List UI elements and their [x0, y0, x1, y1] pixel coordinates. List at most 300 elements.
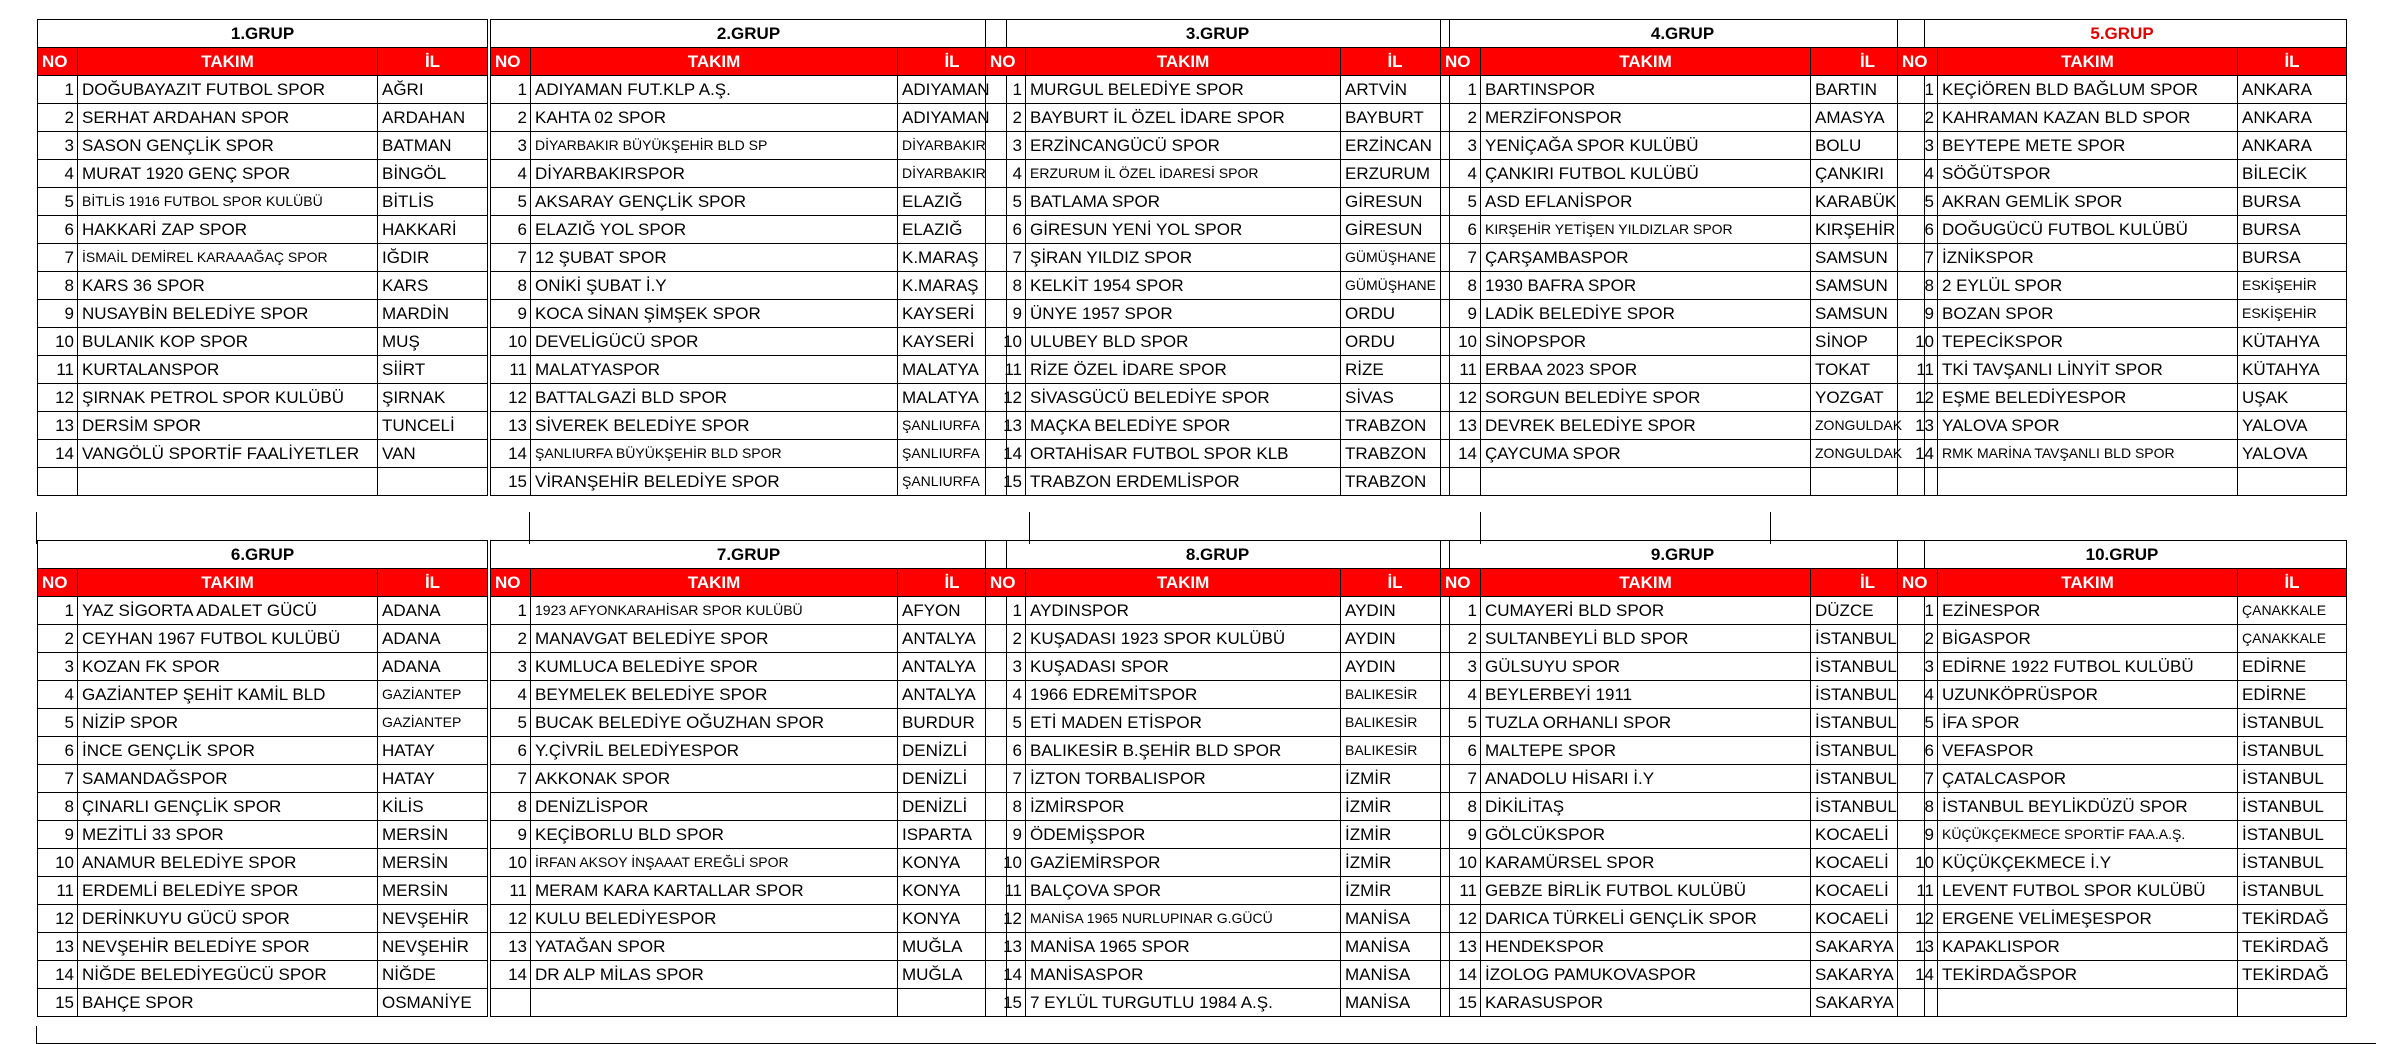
- team-city: İSTANBUL: [1811, 765, 1925, 793]
- team-city: MALATYA: [898, 384, 1007, 412]
- team-row: [38, 765, 488, 793]
- team-row: [1898, 412, 2347, 440]
- team-row: [986, 905, 1450, 933]
- team-name: ÇATALCASPOR: [1938, 765, 2238, 793]
- team-name: MERZİFONSPOR: [1481, 104, 1811, 132]
- team-name: EDİRNE 1922 FUTBOL KULÜBÜ: [1938, 653, 2238, 681]
- team-city: K.MARAŞ: [898, 272, 1007, 300]
- row-number: 1: [986, 597, 1026, 625]
- col-header-team: TAKIM: [531, 569, 898, 597]
- team-city: KONYA: [898, 905, 1007, 933]
- team-city: SİİRT: [378, 356, 488, 384]
- row-number: 8: [491, 272, 531, 300]
- team-city: İSTANBUL: [1811, 737, 1925, 765]
- team-city: DENİZLİ: [898, 737, 1007, 765]
- team-city: İZMİR: [1341, 765, 1450, 793]
- team-row: [1441, 160, 1925, 188]
- team-city: ÇANKIRI: [1811, 160, 1925, 188]
- col-header-team: TAKIM: [1026, 569, 1341, 597]
- team-row: [986, 625, 1450, 653]
- team-row: [986, 765, 1450, 793]
- team-name: DEVELİGÜCÜ SPOR: [531, 328, 898, 356]
- team-row: [1441, 905, 1925, 933]
- team-name: DEVREK BELEDİYE SPOR: [1481, 412, 1811, 440]
- team-city: AMASYA: [1811, 104, 1925, 132]
- team-row: [491, 272, 1007, 300]
- row-number: 7: [1898, 765, 1938, 793]
- team-row: [986, 709, 1450, 737]
- row-number: 8: [1898, 272, 1938, 300]
- team-row: [1898, 188, 2347, 216]
- team-row: [1441, 653, 1925, 681]
- empty-cell: [78, 468, 378, 496]
- team-name: DERSİM SPOR: [78, 412, 378, 440]
- team-row: [491, 821, 1007, 849]
- group-title: 8.GRUP: [986, 541, 1450, 569]
- row-number: 5: [491, 188, 531, 216]
- team-city: KARABÜK: [1811, 188, 1925, 216]
- team-row: [986, 160, 1450, 188]
- team-row: [38, 597, 488, 625]
- team-city: TUNCELİ: [378, 412, 488, 440]
- team-row: [38, 849, 488, 877]
- row-number: 7: [986, 765, 1026, 793]
- group-table: [1440, 540, 1925, 1017]
- team-row: [1898, 244, 2347, 272]
- team-name: SİVASGÜCÜ BELEDİYE SPOR: [1026, 384, 1341, 412]
- team-row: [38, 961, 488, 989]
- group-table: [1897, 540, 2347, 1017]
- team-name: RMK MARİNA TAVŞANLI BLD SPOR: [1938, 440, 2238, 468]
- team-city: TEKİRDAĞ: [2238, 905, 2347, 933]
- team-city: K.MARAŞ: [898, 244, 1007, 272]
- row-number: 6: [1898, 216, 1938, 244]
- team-name: KARAMÜRSEL SPOR: [1481, 849, 1811, 877]
- row-number: 5: [986, 709, 1026, 737]
- team-city: MUĞLA: [898, 961, 1007, 989]
- team-row: [986, 244, 1450, 272]
- row-number: 13: [491, 933, 531, 961]
- row-number: 5: [38, 188, 78, 216]
- empty-cell: [491, 989, 531, 1017]
- group-table: [37, 19, 488, 496]
- team-city: SİNOP: [1811, 328, 1925, 356]
- team-city: KAYSERİ: [898, 300, 1007, 328]
- team-row: [38, 989, 488, 1017]
- row-number: 4: [38, 160, 78, 188]
- team-row: [1441, 188, 1925, 216]
- team-name: KULU BELEDİYESPOR: [531, 905, 898, 933]
- team-city: ORDU: [1341, 328, 1450, 356]
- group-header-row: [1441, 48, 1925, 76]
- team-city: ELAZIĞ: [898, 188, 1007, 216]
- row-number: 7: [1898, 244, 1938, 272]
- group-title: 9.GRUP: [1441, 541, 1925, 569]
- team-name: KEÇİBORLU BLD SPOR: [531, 821, 898, 849]
- team-name: BİGASPOR: [1938, 625, 2238, 653]
- team-city: BALIKESİR: [1341, 681, 1450, 709]
- group-title: 4.GRUP: [1441, 20, 1925, 48]
- team-city: KOCAELİ: [1811, 821, 1925, 849]
- team-row: [1898, 328, 2347, 356]
- row-number: 6: [986, 737, 1026, 765]
- team-city: ADIYAMAN: [898, 76, 1007, 104]
- team-row: [491, 104, 1007, 132]
- team-row: [1441, 132, 1925, 160]
- team-name: ONİKİ ŞUBAT İ.Y: [531, 272, 898, 300]
- team-name: Y.ÇİVRİL BELEDİYESPOR: [531, 737, 898, 765]
- group-title-row: [491, 20, 1007, 48]
- team-row: [38, 132, 488, 160]
- team-row: [38, 821, 488, 849]
- team-city: BURSA: [2238, 216, 2347, 244]
- team-city: SAMSUN: [1811, 272, 1925, 300]
- team-name: İRFAN AKSOY İNŞAAAT EREĞLİ SPOR: [531, 849, 898, 877]
- team-row: [491, 188, 1007, 216]
- row-number: 1: [38, 76, 78, 104]
- team-city: YOZGAT: [1811, 384, 1925, 412]
- team-city: İSTANBUL: [1811, 625, 1925, 653]
- team-city: ADIYAMAN: [898, 104, 1007, 132]
- team-name: ADIYAMAN FUT.KLP A.Ş.: [531, 76, 898, 104]
- team-name: SAMANDAĞSPOR: [78, 765, 378, 793]
- row-number: 8: [1898, 793, 1938, 821]
- col-header-team: TAKIM: [78, 48, 378, 76]
- team-city: YALOVA: [2238, 440, 2347, 468]
- team-row: [986, 597, 1450, 625]
- team-city: İSTANBUL: [2238, 821, 2347, 849]
- col-header-city: İL: [378, 48, 488, 76]
- team-row: [491, 384, 1007, 412]
- row-number: 9: [491, 821, 531, 849]
- team-city: MERSİN: [378, 849, 488, 877]
- team-row: [1441, 244, 1925, 272]
- team-name: KEÇİÖREN BLD BAĞLUM SPOR: [1938, 76, 2238, 104]
- col-header-team: TAKIM: [531, 48, 898, 76]
- team-row: [491, 793, 1007, 821]
- team-name: AKSARAY GENÇLİK SPOR: [531, 188, 898, 216]
- team-city: DİYARBAKIR: [898, 160, 1007, 188]
- row-number: 11: [491, 877, 531, 905]
- row-number: 11: [1441, 877, 1481, 905]
- team-name: MANİSASPOR: [1026, 961, 1341, 989]
- group-title-row: [986, 20, 1450, 48]
- row-number: 13: [38, 412, 78, 440]
- row-number: 11: [491, 356, 531, 384]
- row-number: 5: [1898, 188, 1938, 216]
- team-name: TUZLA ORHANLI SPOR: [1481, 709, 1811, 737]
- row-number: 3: [1441, 653, 1481, 681]
- team-row: [491, 653, 1007, 681]
- team-city: RİZE: [1341, 356, 1450, 384]
- col-header-city: İL: [1811, 569, 1925, 597]
- team-row: [986, 681, 1450, 709]
- team-city: AYDIN: [1341, 653, 1450, 681]
- team-city: TEKİRDAĞ: [2238, 933, 2347, 961]
- col-header-team: TAKIM: [1481, 48, 1811, 76]
- team-name: İNCE GENÇLİK SPOR: [78, 737, 378, 765]
- team-name: KÜÇÜKÇEKMECE İ.Y: [1938, 849, 2238, 877]
- row-number: 9: [491, 300, 531, 328]
- team-name: ELAZIĞ YOL SPOR: [531, 216, 898, 244]
- row-number: 15: [38, 989, 78, 1017]
- row-number: 6: [38, 216, 78, 244]
- team-city: BURSA: [2238, 188, 2347, 216]
- team-row: [1898, 597, 2347, 625]
- team-row: [1898, 104, 2347, 132]
- col-header-no: NO: [38, 48, 78, 76]
- row-number: 12: [491, 384, 531, 412]
- team-row: [1898, 440, 2347, 468]
- team-name: AKRAN GEMLİK SPOR: [1938, 188, 2238, 216]
- empty-cell: [2238, 468, 2347, 496]
- team-city: KIRŞEHİR: [1811, 216, 1925, 244]
- team-name: KAHTA 02 SPOR: [531, 104, 898, 132]
- row-number: 7: [1441, 765, 1481, 793]
- team-row: [1441, 356, 1925, 384]
- group-title-row: [491, 541, 1007, 569]
- team-row: [38, 300, 488, 328]
- row-number: 10: [491, 328, 531, 356]
- team-city: ANTALYA: [898, 653, 1007, 681]
- row-number: 13: [1441, 933, 1481, 961]
- team-city: MUĞLA: [898, 933, 1007, 961]
- team-city: ERZURUM: [1341, 160, 1450, 188]
- row-number: 5: [38, 709, 78, 737]
- team-city: İSTANBUL: [2238, 793, 2347, 821]
- group-header-row: [986, 48, 1450, 76]
- row-number: 15: [986, 468, 1026, 496]
- team-name: DR ALP MİLAS SPOR: [531, 961, 898, 989]
- team-row: [986, 412, 1450, 440]
- team-row: [1898, 877, 2347, 905]
- col-header-city: İL: [1811, 48, 1925, 76]
- group-header-row: [1441, 569, 1925, 597]
- team-row: [491, 933, 1007, 961]
- team-name: GİRESUN YENİ YOL SPOR: [1026, 216, 1341, 244]
- team-row: [1441, 597, 1925, 625]
- team-name: EŞME BELEDİYESPOR: [1938, 384, 2238, 412]
- col-header-no: NO: [986, 569, 1026, 597]
- team-city: BOLU: [1811, 132, 1925, 160]
- team-name: DİYARBAKIRSPOR: [531, 160, 898, 188]
- team-city: BALIKESİR: [1341, 709, 1450, 737]
- row-number: 9: [986, 300, 1026, 328]
- team-row: [1898, 384, 2347, 412]
- team-city: ŞANLIURFA: [898, 468, 1007, 496]
- col-header-no: NO: [491, 569, 531, 597]
- team-row: [1898, 300, 2347, 328]
- team-name: İZTON TORBALISPOR: [1026, 765, 1341, 793]
- team-row: [1898, 356, 2347, 384]
- team-city: ESKİŞEHİR: [2238, 300, 2347, 328]
- row-number: 4: [1441, 160, 1481, 188]
- group-title: 6.GRUP: [38, 541, 488, 569]
- row-number: 6: [1898, 737, 1938, 765]
- group-table: [1897, 19, 2347, 496]
- team-row: [38, 440, 488, 468]
- row-number: 11: [38, 877, 78, 905]
- team-name: ERZİNCANGÜCÜ SPOR: [1026, 132, 1341, 160]
- team-city: GÜMÜŞHANE: [1341, 244, 1450, 272]
- team-row: [38, 793, 488, 821]
- team-city: ANTALYA: [898, 625, 1007, 653]
- team-name: ÖDEMİŞSPOR: [1026, 821, 1341, 849]
- grid-line: [36, 1026, 37, 1044]
- row-number: 14: [1441, 440, 1481, 468]
- team-city: IĞDIR: [378, 244, 488, 272]
- team-name: KELKİT 1954 SPOR: [1026, 272, 1341, 300]
- team-name: SERHAT ARDAHAN SPOR: [78, 104, 378, 132]
- row-number: 6: [1441, 216, 1481, 244]
- team-city: KİLİS: [378, 793, 488, 821]
- group-title-row: [38, 20, 488, 48]
- team-row: [38, 216, 488, 244]
- team-name: KARS 36 SPOR: [78, 272, 378, 300]
- row-number: 10: [38, 328, 78, 356]
- team-city: DÜZCE: [1811, 597, 1925, 625]
- team-name: KOCA SİNAN ŞİMŞEK SPOR: [531, 300, 898, 328]
- team-row: [1441, 793, 1925, 821]
- team-name: NİZİP SPOR: [78, 709, 378, 737]
- team-name: DOĞUGÜCÜ FUTBOL KULÜBÜ: [1938, 216, 2238, 244]
- team-name: BİTLİS 1916 FUTBOL SPOR KULÜBÜ: [78, 188, 378, 216]
- team-row: [1898, 653, 2347, 681]
- team-name: MALATYASPOR: [531, 356, 898, 384]
- team-name: 12 ŞUBAT SPOR: [531, 244, 898, 272]
- row-number: 2: [38, 625, 78, 653]
- team-row: [38, 905, 488, 933]
- row-number: 3: [986, 653, 1026, 681]
- team-name: MURAT 1920 GENÇ SPOR: [78, 160, 378, 188]
- team-row: [491, 216, 1007, 244]
- team-name: KAHRAMAN KAZAN BLD SPOR: [1938, 104, 2238, 132]
- row-number: 11: [986, 877, 1026, 905]
- team-city: MERSİN: [378, 877, 488, 905]
- row-number: 1: [1441, 597, 1481, 625]
- team-name: HAKKARİ ZAP SPOR: [78, 216, 378, 244]
- col-header-city: İL: [378, 569, 488, 597]
- row-number: 13: [1441, 412, 1481, 440]
- team-name: KARASUSPOR: [1481, 989, 1811, 1017]
- team-city: ARDAHAN: [378, 104, 488, 132]
- team-name: ERDEMLİ BELEDİYE SPOR: [78, 877, 378, 905]
- row-number: 1: [1898, 76, 1938, 104]
- group-header-row: [1898, 48, 2347, 76]
- row-number: 1: [1898, 597, 1938, 625]
- team-city: İSTANBUL: [2238, 709, 2347, 737]
- team-name: YENİÇAĞA SPOR KULÜBÜ: [1481, 132, 1811, 160]
- team-row: [986, 440, 1450, 468]
- team-row: [986, 76, 1450, 104]
- team-city: YALOVA: [2238, 412, 2347, 440]
- team-row: [1898, 709, 2347, 737]
- team-name: BEYLERBEYİ 1911: [1481, 681, 1811, 709]
- team-city: ADANA: [378, 653, 488, 681]
- row-number: 8: [38, 272, 78, 300]
- team-row: [1441, 737, 1925, 765]
- team-city: ZONGULDAK: [1811, 440, 1925, 468]
- col-header-no: NO: [1898, 569, 1938, 597]
- team-name: BATTALGAZİ BLD SPOR: [531, 384, 898, 412]
- team-city: GÜMÜŞHANE: [1341, 272, 1450, 300]
- row-number: 2: [1898, 104, 1938, 132]
- row-number: 9: [1441, 300, 1481, 328]
- team-name: İSMAİL DEMİREL KARAAAĞAÇ SPOR: [78, 244, 378, 272]
- team-city: AYDIN: [1341, 597, 1450, 625]
- team-name: TEKİRDAĞSPOR: [1938, 961, 2238, 989]
- team-city: NEVŞEHİR: [378, 933, 488, 961]
- team-name: MURGUL BELEDİYE SPOR: [1026, 76, 1341, 104]
- empty-row: [491, 989, 1007, 1017]
- team-name: 2 EYLÜL SPOR: [1938, 272, 2238, 300]
- empty-cell: [1938, 468, 2238, 496]
- team-city: GAZİANTEP: [378, 709, 488, 737]
- team-city: NİĞDE: [378, 961, 488, 989]
- team-name: 1923 AFYONKARAHİSAR SPOR KULÜBÜ: [531, 597, 898, 625]
- row-number: 6: [491, 737, 531, 765]
- team-city: ERZİNCAN: [1341, 132, 1450, 160]
- team-city: İZMİR: [1341, 821, 1450, 849]
- team-name: BOZAN SPOR: [1938, 300, 2238, 328]
- row-number: 1: [491, 597, 531, 625]
- team-row: [986, 877, 1450, 905]
- team-row: [1441, 989, 1925, 1017]
- team-city: İSTANBUL: [1811, 653, 1925, 681]
- row-number: 4: [986, 160, 1026, 188]
- row-number: 12: [1441, 384, 1481, 412]
- team-name: MANİSA 1965 SPOR: [1026, 933, 1341, 961]
- team-city: OSMANİYE: [378, 989, 488, 1017]
- team-city: EDİRNE: [2238, 681, 2347, 709]
- team-name: AYDINSPOR: [1026, 597, 1341, 625]
- team-city: SAKARYA: [1811, 961, 1925, 989]
- team-name: EZİNESPOR: [1938, 597, 2238, 625]
- team-name: MEZİTLİ 33 SPOR: [78, 821, 378, 849]
- team-name: KOZAN FK SPOR: [78, 653, 378, 681]
- row-number: 11: [1898, 356, 1938, 384]
- row-number: 3: [491, 132, 531, 160]
- team-row: [38, 933, 488, 961]
- team-row: [491, 737, 1007, 765]
- team-name: NEVŞEHİR BELEDİYE SPOR: [78, 933, 378, 961]
- team-city: ORDU: [1341, 300, 1450, 328]
- team-name: YATAĞAN SPOR: [531, 933, 898, 961]
- team-name: ASD EFLANİSPOR: [1481, 188, 1811, 216]
- team-row: [1441, 709, 1925, 737]
- team-name: DİKİLİTAŞ: [1481, 793, 1811, 821]
- team-name: NİĞDE BELEDİYEGÜCÜ SPOR: [78, 961, 378, 989]
- team-name: ÇINARLI GENÇLİK SPOR: [78, 793, 378, 821]
- team-name: İSTANBUL BEYLİKDÜZÜ SPOR: [1938, 793, 2238, 821]
- team-row: [1898, 905, 2347, 933]
- row-number: 4: [1898, 160, 1938, 188]
- team-name: MALTEPE SPOR: [1481, 737, 1811, 765]
- empty-cell: [1481, 468, 1811, 496]
- team-row: [491, 244, 1007, 272]
- team-city: ÇANAKKALE: [2238, 597, 2347, 625]
- team-city: BURDUR: [898, 709, 1007, 737]
- team-city: İZMİR: [1341, 877, 1450, 905]
- row-number: 13: [1898, 933, 1938, 961]
- team-row: [38, 384, 488, 412]
- team-name: 1930 BAFRA SPOR: [1481, 272, 1811, 300]
- team-name: BAHÇE SPOR: [78, 989, 378, 1017]
- team-city: ANKARA: [2238, 132, 2347, 160]
- row-number: 11: [1898, 877, 1938, 905]
- team-row: [986, 849, 1450, 877]
- team-name: MANAVGAT BELEDİYE SPOR: [531, 625, 898, 653]
